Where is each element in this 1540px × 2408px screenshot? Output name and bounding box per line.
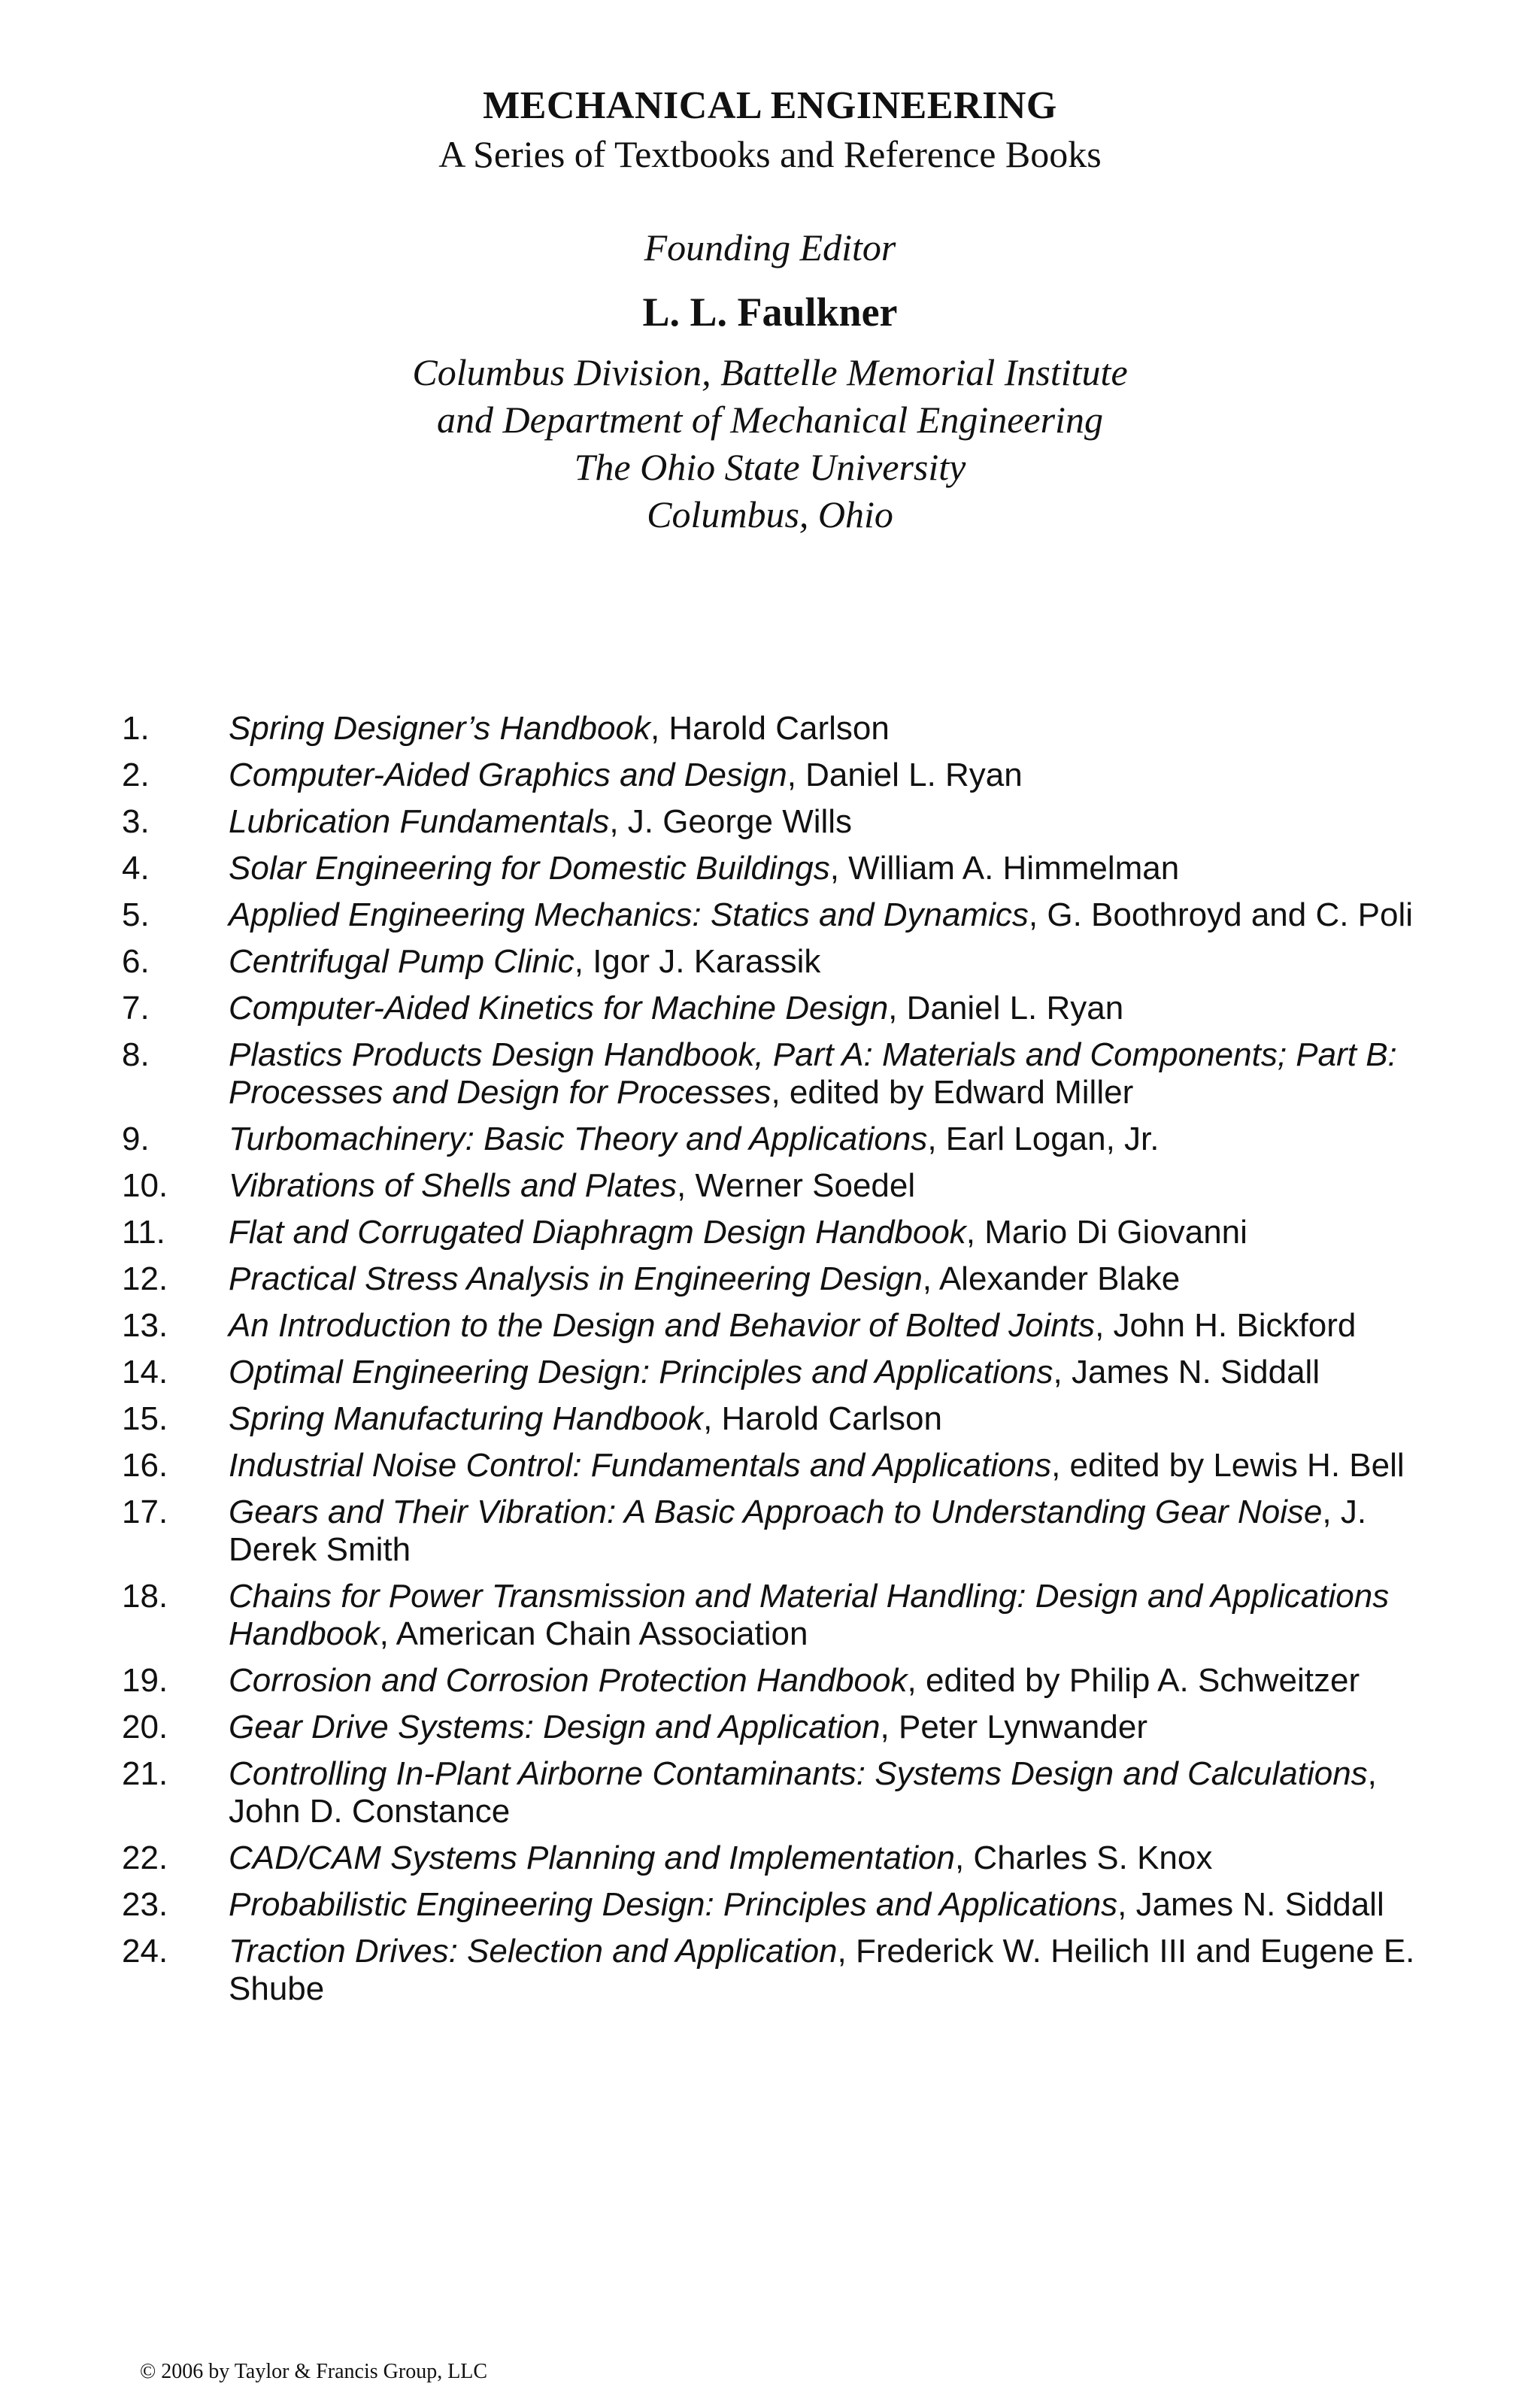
book-number: 19. [122, 1662, 168, 1699]
book-author: , Harold Carlson [703, 1400, 942, 1437]
book-list-item [122, 710, 1445, 748]
book-number: 3. [122, 803, 150, 840]
book-list-item [122, 803, 1445, 841]
affiliation-line: Columbus, Ohio [647, 493, 893, 535]
book-title: Spring Designer’s Handbook [229, 710, 650, 747]
book-title: Plastics Products Design Handbook, Part A: Materials and Components; Part B: Processes and Design for Processes [229, 1036, 1397, 1111]
editor-name: L. L. Faulkner [642, 290, 898, 335]
book-list-item [122, 1121, 1445, 1158]
book-title: Vibrations of Shells and Plates [229, 1167, 677, 1204]
book-title: Traction Drives: Selection and Application [229, 1933, 838, 1970]
book-entry [229, 710, 1445, 748]
book-entry [229, 1307, 1445, 1345]
book-author: , James N. Siddall [1053, 1354, 1320, 1391]
book-author: , edited by Lewis H. Bell [1051, 1447, 1405, 1484]
book-entry [229, 1214, 1445, 1251]
book-title: Computer-Aided Graphics and Design [229, 757, 787, 793]
book-author: , edited by Edward Miller [771, 1074, 1134, 1111]
book-title: Spring Manufacturing Handbook [229, 1400, 704, 1437]
book-list-item [122, 1709, 1445, 1746]
book-author: , American Chain Association [379, 1615, 808, 1652]
book-author: , J. Derek Smith [229, 1494, 1367, 1568]
affiliation-line: The Ohio State University [574, 446, 966, 488]
book-title: Controlling In-Plant Airborne Contaminants: Systems Design and Calculations [229, 1755, 1368, 1792]
book-title: Industrial Noise Control: Fundamentals and Applications [229, 1447, 1052, 1484]
book-number: 15. [122, 1400, 168, 1437]
book-number: 2. [122, 757, 150, 793]
book-title: Flat and Corrugated Diaphragm Design Handbook [229, 1214, 966, 1251]
book-list-item [122, 990, 1445, 1027]
book-title: Corrosion and Corrosion Protection Handbook [229, 1662, 908, 1699]
book-number: 14. [122, 1354, 168, 1391]
book-author: , Frederick W. Heilich III and Eugene E. Shube [229, 1933, 1415, 2007]
copyright-notice: © 2006 by Taylor & Francis Group, LLC [140, 2360, 488, 2383]
book-title: Gear Drive Systems: Design and Application [229, 1709, 881, 1745]
book-number: 5. [122, 896, 150, 933]
book-author: , James N. Siddall [1117, 1886, 1384, 1923]
book-list-item [122, 1886, 1445, 1924]
book-title: Gears and Their Vibration: A Basic Approach to Understanding Gear Noise [229, 1494, 1323, 1530]
book-author: , Harold Carlson [650, 710, 890, 747]
book-number: 20. [122, 1709, 168, 1745]
book-list-item [122, 1307, 1445, 1345]
book-entry [229, 850, 1445, 887]
book-list-item [122, 896, 1445, 934]
book-author: , Earl Logan, Jr. [927, 1121, 1160, 1157]
book-title: Applied Engineering Mechanics: Statics and Dynamics [229, 896, 1029, 933]
book-list-item [122, 1755, 1445, 1830]
book-entry [229, 803, 1445, 841]
book-number: 1. [122, 710, 150, 747]
book-list-item [122, 1933, 1445, 2008]
book-title: Solar Engineering for Domestic Buildings [229, 850, 830, 887]
book-entry [229, 1260, 1445, 1298]
book-entry [229, 1578, 1445, 1653]
book-number: 12. [122, 1260, 168, 1297]
book-author: , John H. Bickford [1095, 1307, 1357, 1344]
book-title: An Introduction to the Design and Behavior of Bolted Joints [229, 1307, 1096, 1344]
book-title: Practical Stress Analysis in Engineering Design [229, 1260, 923, 1297]
book-title: Centrifugal Pump Clinic [229, 943, 574, 980]
book-entry [229, 1400, 1445, 1438]
book-entry [229, 1839, 1445, 1877]
book-entry [229, 1447, 1445, 1485]
book-title: Turbomachinery: Basic Theory and Applications [229, 1121, 928, 1157]
book-entry [229, 990, 1445, 1027]
book-entry [229, 1662, 1445, 1700]
book-author: , G. Boothroyd and C. Poli [1028, 896, 1414, 933]
book-author: , Mario Di Giovanni [966, 1214, 1247, 1251]
book-number: 24. [122, 1933, 168, 1970]
book-number: 23. [122, 1886, 168, 1923]
book-list-item [122, 1839, 1445, 1877]
book-list-item [122, 850, 1445, 887]
book-entry [229, 1354, 1445, 1391]
book-title: Chains for Power Transmission and Material Handling: Design and Applications Handbook [229, 1578, 1390, 1652]
book-number: 8. [122, 1036, 150, 1073]
affiliation-line: Columbus Division, Battelle Memorial Institute [412, 351, 1128, 393]
book-list-item [122, 1662, 1445, 1700]
book-entry [229, 1886, 1445, 1924]
book-list-item [122, 1036, 1445, 1112]
series-title: MECHANICAL ENGINEERING [483, 84, 1057, 127]
book-title: CAD/CAM Systems Planning and Implementation [229, 1839, 955, 1876]
book-list-item [122, 1167, 1445, 1205]
book-list-item [122, 757, 1445, 794]
book-entry [229, 1755, 1445, 1830]
book-list-item [122, 1260, 1445, 1298]
book-series-list [122, 710, 1445, 2017]
book-entry [229, 1121, 1445, 1158]
book-number: 4. [122, 850, 150, 887]
book-author: , edited by Philip A. Schweitzer [907, 1662, 1360, 1699]
book-number: 21. [122, 1755, 168, 1792]
book-list-item [122, 1447, 1445, 1485]
series-subtitle: A Series of Textbooks and Reference Books [438, 133, 1102, 175]
book-number: 13. [122, 1307, 168, 1344]
book-entry [229, 943, 1445, 981]
book-entry [229, 1036, 1445, 1112]
book-author: , Charles S. Knox [954, 1839, 1213, 1876]
founding-editor-label: Founding Editor [644, 226, 896, 268]
book-author: , John D. Constance [229, 1755, 1377, 1830]
book-entry [229, 1494, 1445, 1569]
book-number: 16. [122, 1447, 168, 1484]
book-title: Probabilistic Engineering Design: Principles and Applications [229, 1886, 1118, 1923]
book-number: 9. [122, 1121, 150, 1157]
book-number: 6. [122, 943, 150, 980]
book-entry [229, 757, 1445, 794]
book-entry [229, 1167, 1445, 1205]
book-list-item [122, 1494, 1445, 1569]
book-author: , Werner Soedel [677, 1167, 916, 1204]
book-title: Optimal Engineering Design: Principles and Applications [229, 1354, 1053, 1391]
book-author: , William A. Himmelman [829, 850, 1180, 887]
book-author: , J. George Wills [609, 803, 853, 840]
book-author: , Peter Lynwander [880, 1709, 1147, 1745]
book-list-item [122, 1354, 1445, 1391]
editor-affiliation [0, 349, 1540, 538]
book-author: , Alexander Blake [922, 1260, 1181, 1297]
book-list-item [122, 943, 1445, 981]
book-list-item [122, 1578, 1445, 1653]
book-number: 22. [122, 1839, 168, 1876]
book-number: 18. [122, 1578, 168, 1615]
book-entry [229, 1933, 1445, 2008]
book-list-item [122, 1214, 1445, 1251]
book-author: , Daniel L. Ryan [787, 757, 1023, 793]
book-title: Lubrication Fundamentals [229, 803, 610, 840]
book-number: 17. [122, 1494, 168, 1530]
book-entry [229, 896, 1445, 934]
book-author: , Igor J. Karassik [574, 943, 821, 980]
book-list-item [122, 1400, 1445, 1438]
affiliation-line: and Department of Mechanical Engineering [437, 399, 1103, 441]
book-number: 11. [122, 1214, 165, 1251]
book-author: , Daniel L. Ryan [888, 990, 1124, 1027]
book-title: Computer-Aided Kinetics for Machine Design [229, 990, 889, 1027]
book-number: 10. [122, 1167, 168, 1204]
book-entry [229, 1709, 1445, 1746]
book-number: 7. [122, 990, 150, 1027]
